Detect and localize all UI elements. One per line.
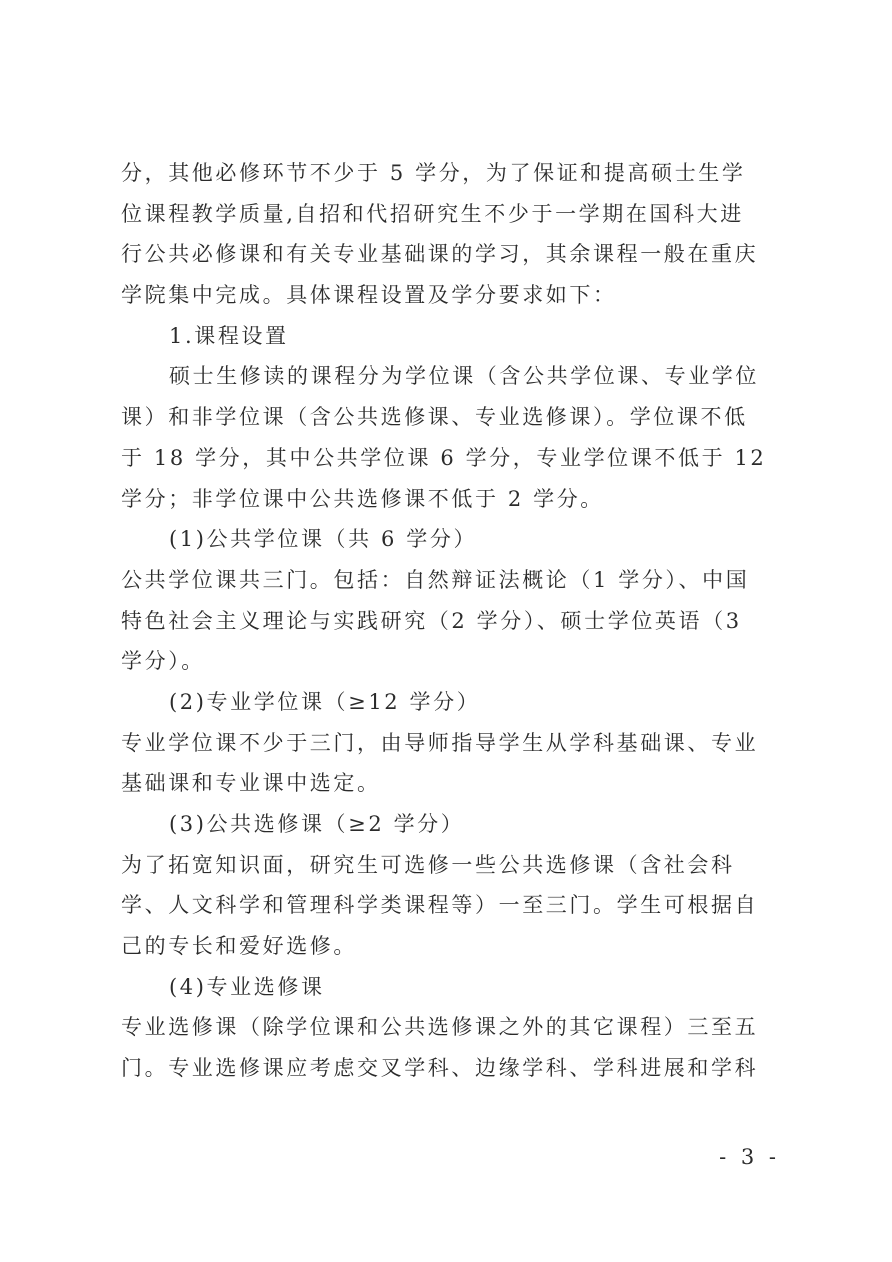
text-line: 学院集中完成。具体课程设置及学分要求如下： [121, 283, 617, 308]
section-heading-course-setup: 1.课程设置 [169, 323, 289, 348]
page-number: - 3 - [719, 1145, 780, 1169]
subheading-professional-degree-courses: (2)专业学位课（≥12 学分） [169, 689, 481, 714]
subheading-public-electives: (3)公共选修课（≥2 学分） [169, 812, 465, 836]
text-line: 公共学位课共三门。包括：自然辩证法概论（1 学分）、中国 [121, 567, 750, 592]
text-line: 学、人文科学和管理科学类课程等）一至三门。学生可根据自 [121, 893, 759, 918]
body-text [121, 153, 773, 1089]
text-line: 门。专业选修课应考虑交叉学科、边缘学科、学科进展和学科 [121, 1056, 759, 1081]
text-line: 于 18 学分，其中公共学位课 6 学分，专业学位课不低于 12 [121, 445, 767, 470]
text-line: 己的专长和爱好选修。 [121, 934, 357, 959]
text-line: 为了拓宽知识面，研究生可选修一些公共选修课（含社会科 [121, 852, 735, 877]
text-line: 位课程教学质量,自招和代招研究生不少于一学期在国科大进 [121, 201, 744, 226]
text-line: 课）和非学位课（含公共选修课、专业选修课）。学位课不低 [121, 405, 748, 430]
text-line: 分，其他必修环节不少于 5 学分，为了保证和提高硕士生学 [121, 161, 746, 185]
text-line: 特色社会主义理论与实践研究（2 学分）、硕士学位英语（3 [121, 608, 742, 633]
text-line: 学分）。 [121, 649, 205, 674]
text-line: 行公共必修课和有关专业基础课的学习，其余课程一般在重庆 [121, 242, 759, 267]
text-line: 基础课和专业课中选定。 [121, 771, 381, 796]
text-line: 专业学位课不少于三门，由导师指导学生从学科基础课、专业 [121, 730, 759, 755]
paragraph-start: 硕士生修读的课程分为学位课（含公共学位课、专业学位 [169, 364, 759, 389]
subheading-public-degree-courses: (1)公共学位课（共 6 学分） [169, 527, 478, 552]
subheading-professional-electives: (4)专业选修课 [169, 974, 325, 999]
text-line: 学分；非学位课中公共选修课不低于 2 学分。 [121, 486, 604, 511]
text-line: 专业选修课（除学位课和公共选修课之外的其它课程）三至五 [121, 1015, 759, 1040]
